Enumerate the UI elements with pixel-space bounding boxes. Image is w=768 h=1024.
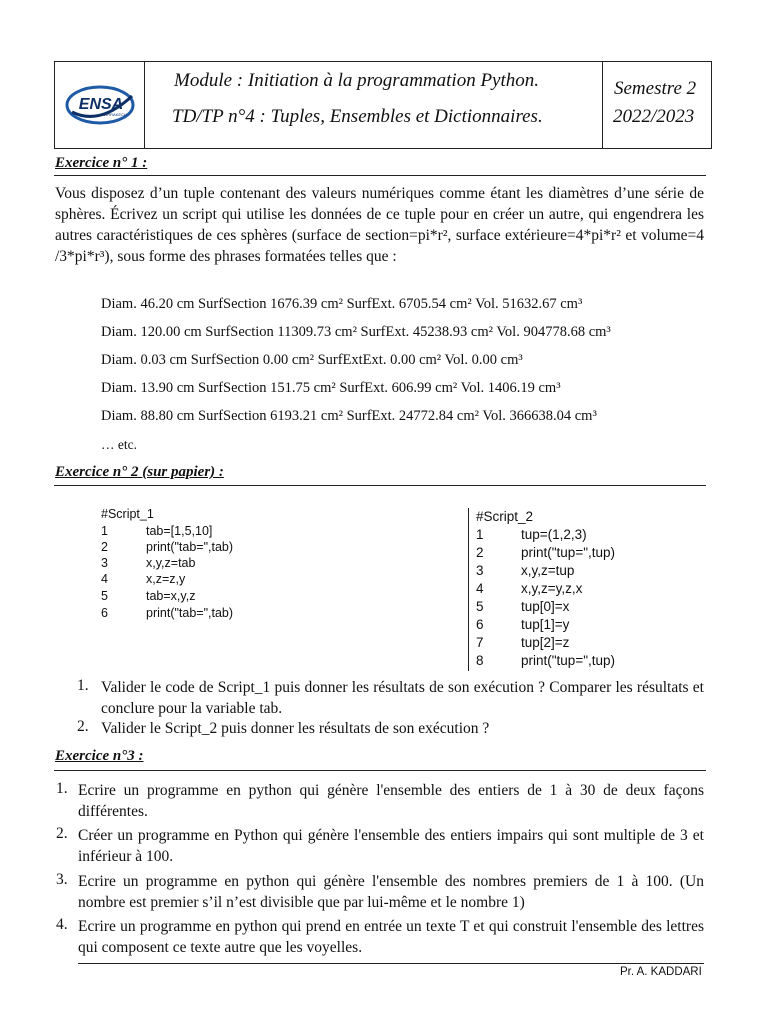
question-number: 1. xyxy=(77,677,89,694)
question-text: Ecrire un programme en python qui génère l'ensemble des nombres premiers de 1 à 100. (Un nombre est premier s’il n’est divisible que par lui-même et le nombre 1) xyxy=(78,873,704,911)
code-line: tab=[1,5,10] xyxy=(146,524,213,538)
section-divider xyxy=(54,770,706,771)
code-line-number: 3 xyxy=(101,556,108,570)
exercise-1-title: Exercice n° 1 : xyxy=(55,155,148,171)
question-number: 3. xyxy=(56,871,68,888)
question-text: Valider le code de Script_1 puis donner les résultats de son exécution ? Comparer les résultats et conclure pour la variable tab. xyxy=(101,679,704,717)
code-line: x,y,z=tab xyxy=(146,556,196,570)
code-line: x,y,z=y,z,x xyxy=(521,581,583,596)
script-2-name: #Script_2 xyxy=(476,509,534,524)
code-line-number: 4 xyxy=(101,572,108,586)
code-line: x,z=z,y xyxy=(146,572,186,586)
question-number: 2. xyxy=(77,718,89,735)
result-line: Diam. 13.90 cm SurfSection 151.75 cm² SurfExt. 606.99 cm² Vol. 1406.19 cm³ xyxy=(101,380,561,396)
result-line: Diam. 0.03 cm SurfSection 0.00 cm² SurfExtExt. 0.00 cm² Vol. 0.00 cm³ xyxy=(101,352,523,368)
code-line: tup[1]=y xyxy=(521,617,570,632)
question-text: Ecrire un programme en python qui prend en entrée un texte T et qui construit l'ensemble des lettres qui composent ce texte autre que les voyelles. xyxy=(78,918,704,956)
code-line-number: 2 xyxy=(101,540,108,554)
td-title: TD/TP n°4 : Tuples, Ensembles et Dictionnaires. xyxy=(172,106,543,127)
code-line: tup=(1,2,3) xyxy=(521,527,587,542)
logo-text: ENSA xyxy=(78,96,124,113)
code-line-number: 3 xyxy=(476,563,484,578)
script-1-name: #Script_1 xyxy=(101,507,154,521)
exercise-1-statement: Vous disposez d’un tuple contenant des valeurs numériques comme étant les diamètres d’une série de sphères. Écrivez un script qui utilise les données de ce tuple pour en créer un autre, qui engendrera les autres caractéristiques de ces sphères (surface de section=pi*r², surface extérieure=4*pi*r² et volume=4 /3*pi*r³), sous forme des phrases formatées telles que : xyxy=(55,185,704,265)
code-line-number: 1 xyxy=(101,524,108,538)
code-line: tup[0]=x xyxy=(521,599,570,614)
code-line: print("tup=",tup) xyxy=(521,653,616,668)
result-line: Diam. 46.20 cm SurfSection 1676.39 cm² SurfExt. 6705.54 cm² Vol. 51632.67 cm³ xyxy=(101,296,583,312)
question-text: Créer un programme en Python qui génère l'ensemble des entiers impairs qui sont multiple de 3 et inférieur à 100. xyxy=(78,827,704,865)
code-line-number: 1 xyxy=(476,527,484,542)
code-line-number: 4 xyxy=(476,581,484,596)
code-line-number: 5 xyxy=(476,599,484,614)
logo-subtext: MARRAKECH xyxy=(101,112,127,117)
exercise-2-title: Exercice n° 2 (sur papier) : xyxy=(55,464,224,480)
code-line: tab=x,y,z xyxy=(146,589,196,603)
script-separator xyxy=(468,508,469,671)
ensa-logo xyxy=(62,82,140,128)
document-header xyxy=(54,61,712,149)
semester-label: Semestre 2 xyxy=(614,78,697,99)
question-text: Valider le Script_2 puis donner les résultats de son exécution ? xyxy=(101,720,490,737)
code-line-number: 7 xyxy=(476,635,484,650)
code-line: tup[2]=z xyxy=(521,635,570,650)
code-line-number: 2 xyxy=(476,545,484,560)
code-line: print("tup=",tup) xyxy=(521,545,616,560)
result-line: Diam. 88.80 cm SurfSection 6193.21 cm² SurfExt. 24772.84 cm² Vol. 366638.04 cm³ xyxy=(101,408,597,424)
module-title: Module : Initiation à la programmation Python. xyxy=(174,70,540,91)
code-line-number: 6 xyxy=(101,606,108,620)
section-divider xyxy=(54,485,706,486)
etc-text: … etc. xyxy=(101,437,137,452)
author-footer: Pr. A. KADDARI xyxy=(620,966,702,978)
question-number: 2. xyxy=(56,825,68,842)
academic-year: 2022/2023 xyxy=(613,106,695,127)
footer-divider xyxy=(78,963,704,964)
code-line: print("tab=",tab) xyxy=(146,606,234,620)
question-number: 4. xyxy=(56,916,68,933)
result-line: Diam. 120.00 cm SurfSection 11309.73 cm² SurfExt. 45238.93 cm² Vol. 904778.68 cm³ xyxy=(101,324,611,340)
section-divider xyxy=(54,175,706,176)
code-line: x,y,z=tup xyxy=(521,563,575,578)
exercise-3-title: Exercice n°3 : xyxy=(55,748,144,764)
question-number: 1. xyxy=(56,780,68,797)
code-line-number: 8 xyxy=(476,653,484,668)
code-line-number: 6 xyxy=(476,617,484,632)
code-line: print("tab=",tab) xyxy=(146,540,234,554)
question-text: Ecrire un programme en python qui génère l'ensemble des entiers de 1 à 30 de deux façons différentes. xyxy=(78,782,704,820)
code-line-number: 5 xyxy=(101,589,108,603)
